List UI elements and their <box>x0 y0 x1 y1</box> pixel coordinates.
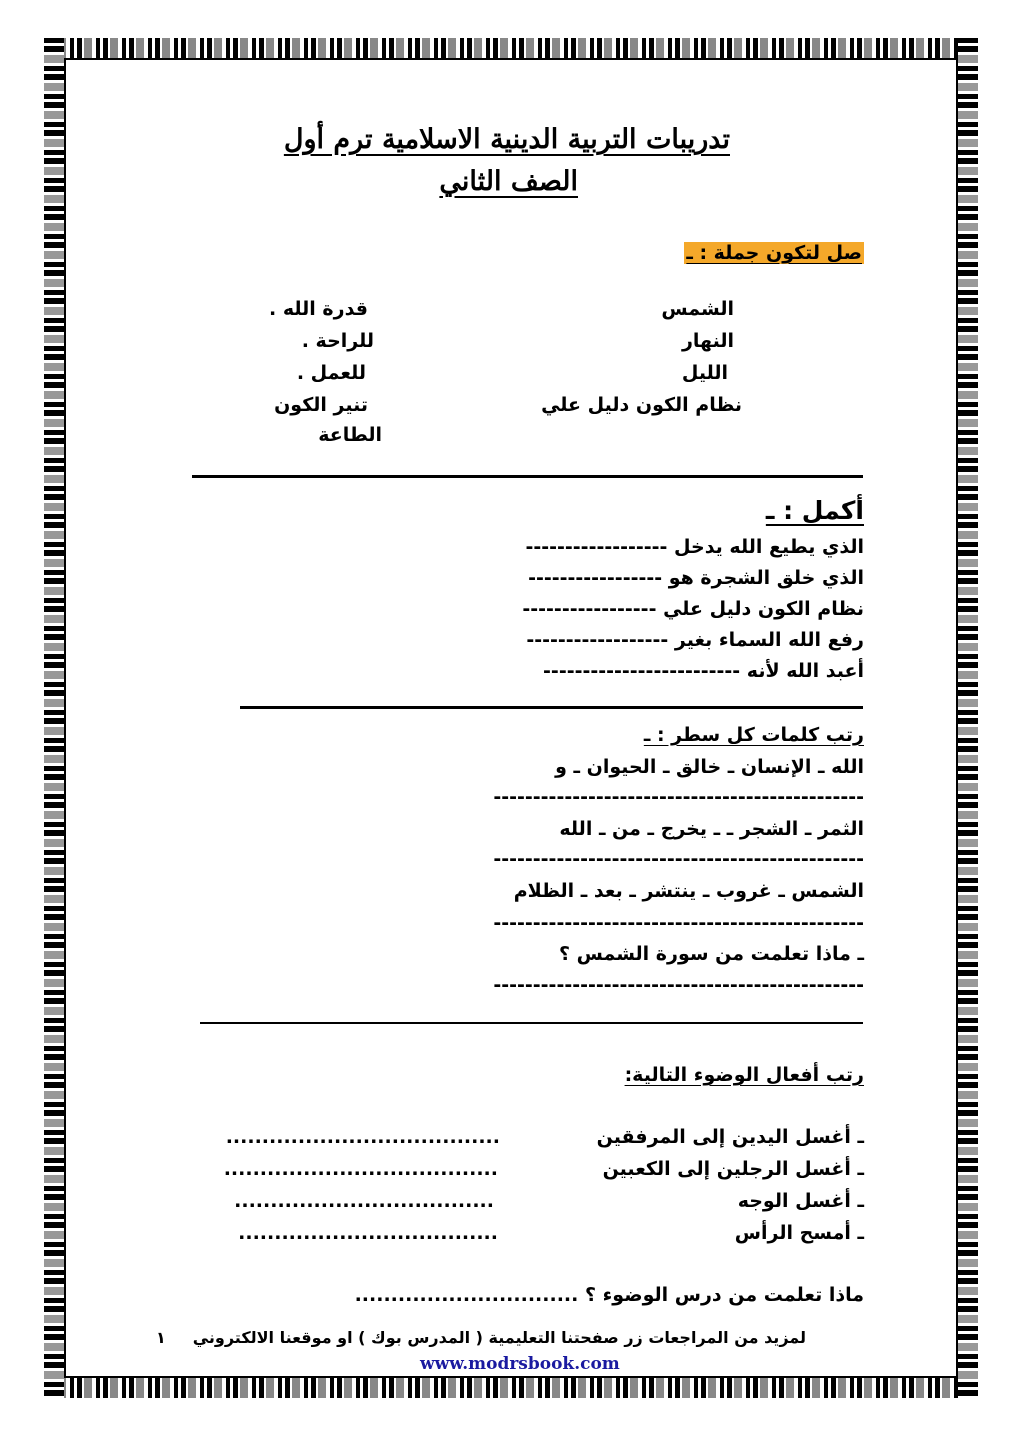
grade-title: الصف الثاني <box>439 166 578 197</box>
answer-line: ----------------------------------------------- <box>493 848 864 870</box>
complete-item: رفع الله السماء بغير ------------------ <box>526 629 864 651</box>
complete-heading: أكمل : ـ <box>765 496 864 525</box>
complete-item: أعبد الله لأنه ------------------------- <box>543 660 864 682</box>
wudu-question: ماذا تعلمت من درس الوضوء ؟ ............................... <box>354 1284 864 1306</box>
answer-line: ----------------------------------------------- <box>493 786 864 808</box>
page-number: ١ <box>156 1328 166 1347</box>
match-left-item: للراحة . <box>301 330 374 352</box>
match-left-item: الطاعة <box>318 424 382 446</box>
wudu-dots: ...................................... <box>223 1158 498 1180</box>
wudu-item: ـ أمسح الرأس <box>734 1222 864 1244</box>
wudu-heading: رتب أفعال الوضوء التالية: <box>624 1064 864 1086</box>
page-border-left <box>44 38 64 1398</box>
answer-line: ----------------------------------------------- <box>493 912 864 934</box>
footer-url-link[interactable]: www.modrsbook.com <box>420 1354 620 1374</box>
section-divider <box>192 475 863 478</box>
wudu-dots: .................................... <box>238 1222 498 1244</box>
wudu-dots: .................................... <box>234 1190 494 1212</box>
wudu-item: ـ أغسل الوجه <box>737 1190 864 1212</box>
section-divider <box>200 1022 863 1024</box>
complete-item: الذي يطيع الله يدخل ------------------ <box>525 536 864 558</box>
page-title: تدريبات التربية الدينية الاسلامية ترم أول <box>283 124 730 155</box>
match-left-item: للعمل . <box>296 362 366 384</box>
page-border-right <box>958 38 978 1398</box>
complete-item: نظام الكون دليل علي ----------------- <box>522 598 864 620</box>
arrange-question: ـ ماذا تعلمت من سورة الشمس ؟ <box>558 943 864 965</box>
answer-line: ----------------------------------------------- <box>493 974 864 996</box>
match-right-item: الليل <box>681 362 728 384</box>
page-border-bottom <box>44 1378 978 1398</box>
wudu-item: ـ أغسل اليدين إلى المرفقين <box>596 1126 864 1148</box>
match-heading: صل لتكون جملة : ـ <box>686 242 862 264</box>
inner-border-right <box>956 58 958 1378</box>
page-border-top <box>44 38 978 58</box>
match-left-item: قدرة الله . <box>269 298 368 320</box>
inner-border-top <box>64 58 958 60</box>
complete-item: الذي خلق الشجرة هو ----------------- <box>528 567 864 589</box>
arrange-row: الشمس ـ غروب ـ ينتشر ـ بعد ـ الظلام <box>513 880 864 902</box>
match-right-item: النهار <box>681 330 734 352</box>
arrange-heading: رتب كلمات كل سطر : ـ <box>643 724 864 746</box>
footer-text: لمزيد من المراجعات زر صفحتنا التعليمية ( المدرس بوك ) او موقعنا الالكتروني <box>192 1328 806 1347</box>
inner-border-left <box>64 58 66 1378</box>
match-right-item: نظام الكون دليل علي <box>541 394 742 416</box>
inner-border-bottom <box>64 1376 958 1378</box>
match-right-item: الشمس <box>661 298 734 320</box>
arrange-row: الله ـ الإنسان ـ خالق ـ الحيوان ـ و <box>555 756 864 778</box>
wudu-item: ـ أغسل الرجلين إلى الكعبين <box>602 1158 864 1180</box>
arrange-row: الثمر ـ الشجر ـ ـ يخرج ـ من ـ الله <box>559 818 864 840</box>
match-left-item: تنير الكون <box>274 394 368 416</box>
wudu-dots: ...................................... <box>225 1126 500 1148</box>
section-divider <box>240 706 863 709</box>
